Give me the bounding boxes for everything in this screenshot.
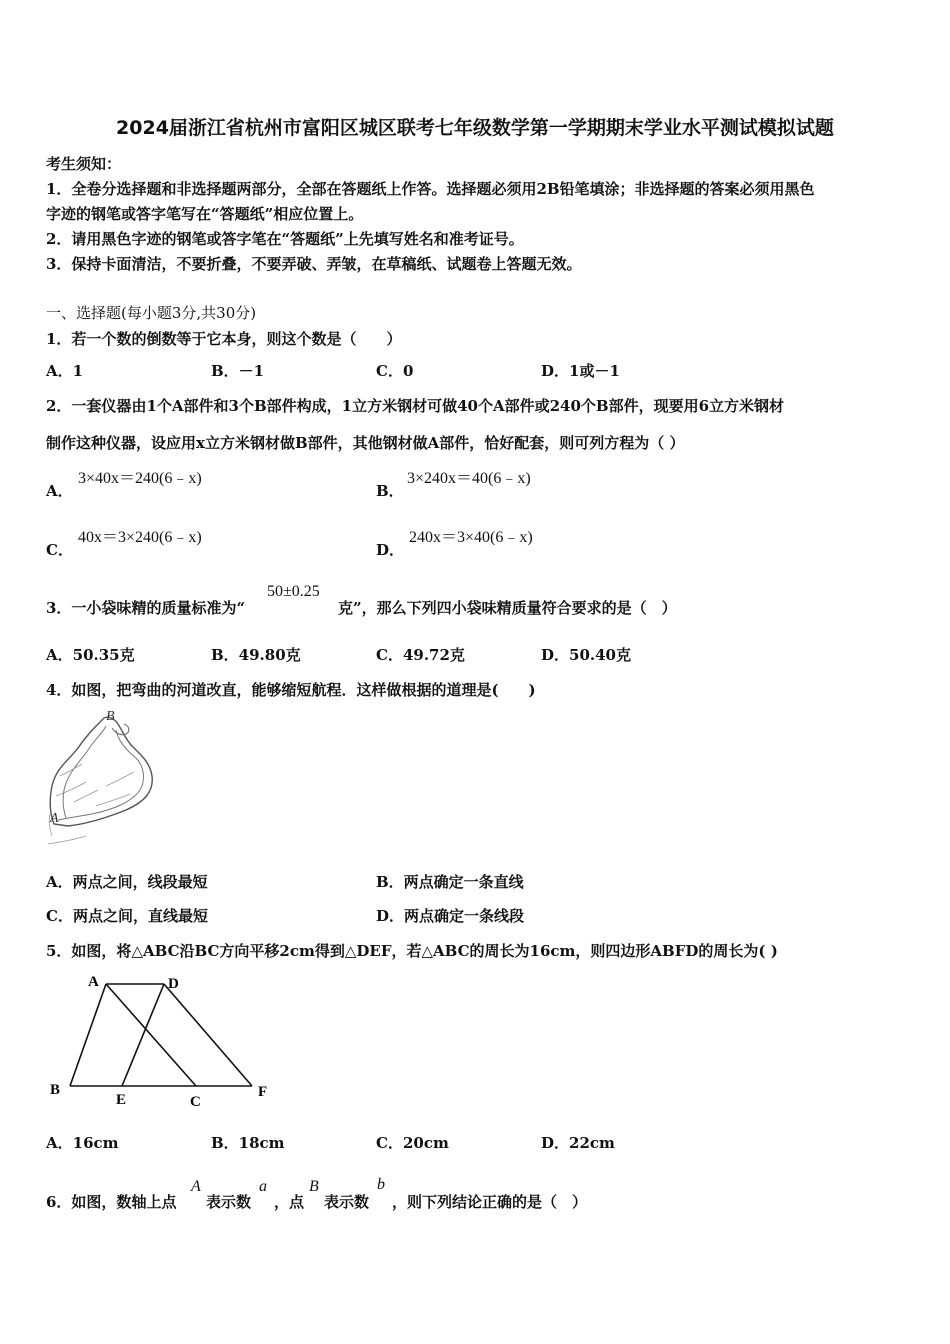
vertex-d-label: D: [168, 976, 179, 992]
q5-stem: 5．如图，将△ABC沿BC方向平移2cm得到△DEF，若△ABC的周长为16cm，则四边形ABFD的周长为( ): [46, 942, 778, 960]
q6-stem-part-4: 表示数: [324, 1193, 370, 1211]
q2-option-b-equation: 3×240x＝40(6﹣x): [407, 470, 531, 487]
vertex-c-label: C: [190, 1094, 201, 1110]
q3-option-b[interactable]: B．49.80克: [211, 646, 301, 664]
q2-option-d-label[interactable]: D．: [376, 541, 405, 559]
q1-option-b[interactable]: B．－1: [211, 362, 265, 380]
q5-option-c[interactable]: C．20cm: [376, 1134, 449, 1152]
page-title: 2024届浙江省杭州市富阳区城区联考七年级数学第一学期期末学业水平测试模拟试题: [116, 117, 834, 139]
q3-stem-pre: 3．一小袋味精的质量标准为“: [46, 599, 246, 617]
q5-option-a[interactable]: A．16cm: [46, 1134, 119, 1152]
vertex-b-label: B: [50, 1082, 61, 1098]
q1-option-c[interactable]: C．0: [376, 362, 414, 380]
vertex-f-label: F: [258, 1084, 268, 1100]
q2-stem-1: 2．一套仪器由1个A部件和3个B部件构成，1立方米钢材可做40个A部件或240个B部件，现要用6立方米钢材: [46, 397, 785, 415]
section-heading: 一、选择题(每小题3分,共30分): [46, 304, 257, 322]
q4-option-b[interactable]: B．两点确定一条直线: [376, 873, 524, 891]
q6-point-a: A: [191, 1178, 201, 1195]
q5-option-b[interactable]: B．18cm: [211, 1134, 285, 1152]
notice-line-1a: 1．全卷分选择题和非选择题两部分，全部在答题纸上作答。选择题必须用2B铅笔填涂；非选择题的答案必须用黑色: [46, 180, 815, 198]
q1-option-d[interactable]: D．1或－1: [541, 362, 620, 380]
q3-option-d[interactable]: D．50.40克: [541, 646, 631, 664]
q1-option-a[interactable]: A．1: [46, 362, 84, 380]
q6-point-b: B: [309, 1178, 319, 1195]
q2-option-c-equation: 40x＝3×240(6﹣x): [78, 529, 202, 546]
q6-value-a: a: [259, 1178, 267, 1195]
notice-line-3: 3．保持卡面清洁，不要折叠，不要弄破、弄皱，在草稿纸、试题卷上答题无效。: [46, 255, 582, 273]
q2-stem-2: 制作这种仪器，设应用x立方米钢材做B部件，其他钢材做A部件，恰好配套，则可列方程为（ ）: [46, 434, 685, 452]
q2-option-d-equation: 240x＝3×40(6﹣x): [409, 529, 533, 546]
q6-value-b: b: [377, 1176, 385, 1193]
notice-line-2: 2．请用黑色字迹的钢笔或答字笔在“答题纸”上先填写姓名和准考证号。: [46, 230, 524, 248]
q6-stem-part-1: 6．如图，数轴上点: [46, 1193, 177, 1211]
q3-stem-post: 克”，那么下列四小袋味精质量符合要求的是（ ）: [338, 599, 677, 617]
q2-option-c-label[interactable]: C．: [46, 541, 73, 559]
river-point-a-label: A: [50, 811, 59, 826]
vertex-a-label: A: [88, 974, 99, 990]
river-point-b-label: B: [106, 709, 115, 724]
q4-option-a[interactable]: A．两点之间，线段最短: [46, 873, 208, 891]
q3-option-a[interactable]: A．50.35克: [46, 646, 135, 664]
q6-stem-part-2: 表示数: [206, 1193, 252, 1211]
river-figure: [46, 706, 156, 854]
vertex-e-label: E: [116, 1092, 127, 1108]
notice-heading: 考生须知：: [46, 155, 122, 173]
q2-option-a-label[interactable]: A．: [46, 482, 73, 500]
q1-stem: 1．若一个数的倒数等于它本身，则这个数是（ ）: [46, 330, 402, 348]
notice-line-1b: 字迹的钢笔或答字笔写在“答题纸”相应位置上。: [46, 205, 364, 223]
q5-option-d[interactable]: D．22cm: [541, 1134, 615, 1152]
q2-option-b-label[interactable]: B．: [376, 482, 404, 500]
q3-stem-math: 50±0.25: [267, 583, 320, 600]
q3-option-c[interactable]: C．49.72克: [376, 646, 465, 664]
translation-figure: [46, 970, 276, 1112]
q6-stem-part-3: ，点: [274, 1193, 305, 1211]
q4-option-d[interactable]: D．两点确定一条线段: [376, 907, 525, 925]
q4-option-c[interactable]: C．两点之间，直线最短: [46, 907, 208, 925]
q2-option-a-equation: 3×40x＝240(6﹣x): [78, 470, 202, 487]
q4-stem: 4．如图，把弯曲的河道改直，能够缩短航程．这样做根据的道理是( ): [46, 681, 536, 699]
q6-stem-part-5: ，则下列结论正确的是（ ）: [392, 1193, 588, 1211]
